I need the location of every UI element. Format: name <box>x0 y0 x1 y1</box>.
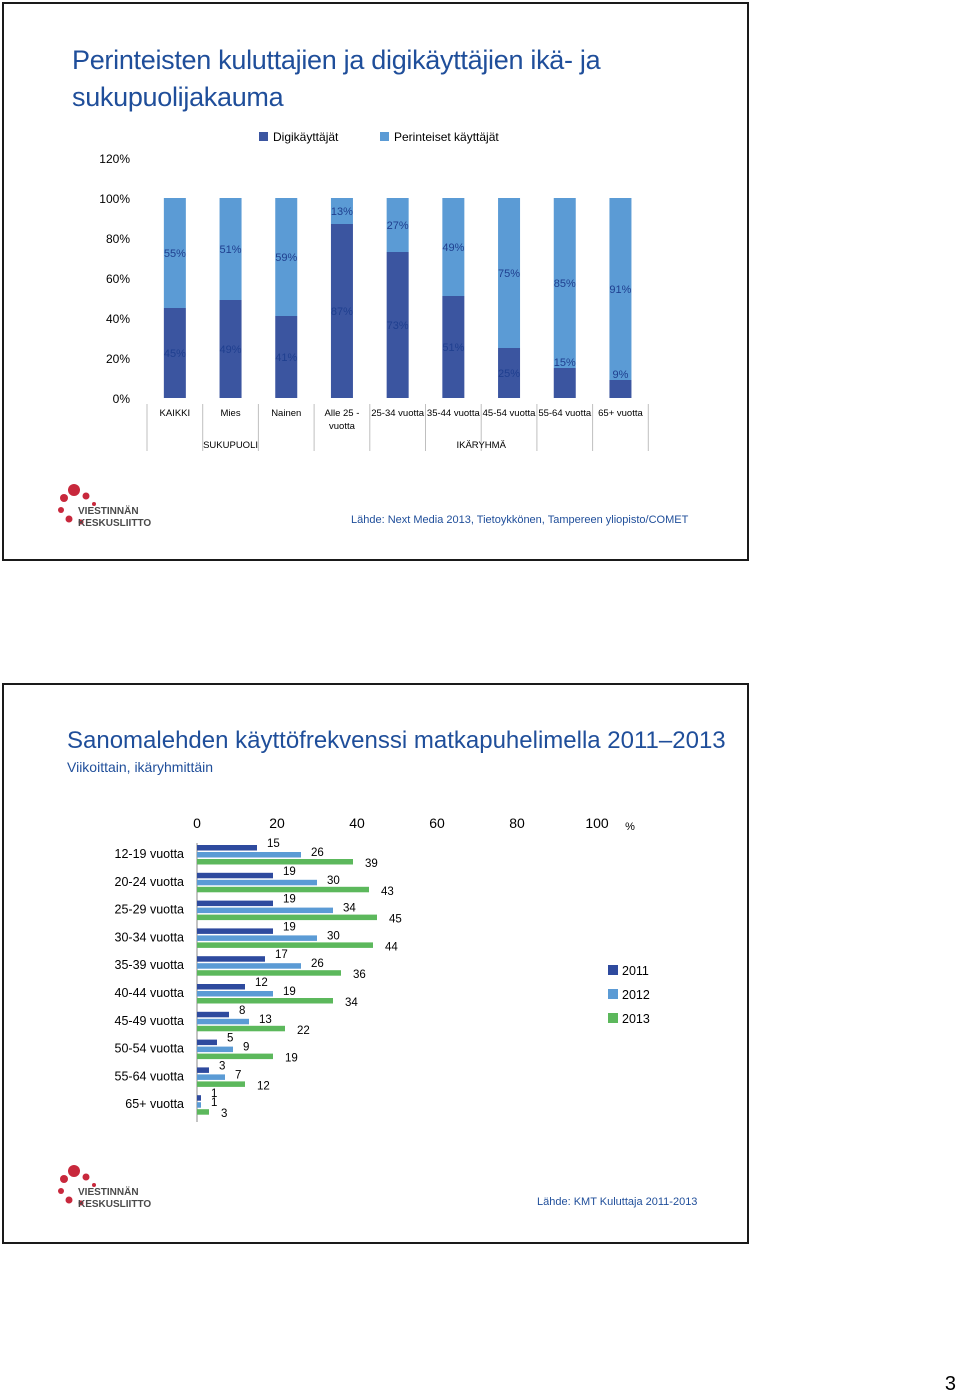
data-label-2012: 30 <box>327 874 340 887</box>
logo-mark-icon <box>56 482 206 532</box>
data-label-digikayttajat: 9% <box>612 369 629 381</box>
bar-2013 <box>197 859 353 865</box>
bar-2012 <box>197 852 301 858</box>
logo-line1: VIESTINNÄN <box>78 506 139 517</box>
bar-2012 <box>197 963 301 969</box>
legend-label: 2012 <box>622 988 650 1002</box>
group-label: IKÄRYHMÄ <box>456 440 506 451</box>
bar-2011 <box>197 873 273 879</box>
data-label-digikayttajat: 51% <box>442 342 465 354</box>
category-label: 25-34 vuotta <box>371 408 425 419</box>
data-label-2011: 19 <box>283 921 296 934</box>
bar-2011 <box>197 1012 229 1018</box>
y-tick-label: 100% <box>99 192 130 206</box>
page-number: 3 <box>944 1373 956 1395</box>
y-tick-label: 80% <box>105 232 130 246</box>
bar-2012 <box>197 880 317 886</box>
bar-2011 <box>197 1095 201 1101</box>
data-label-2012: 7 <box>235 1069 242 1082</box>
group-label: SUKUPUOLI <box>203 440 259 451</box>
source-note: Lähde: Next Media 2013, Tietoykkönen, Tampereen yliopisto/COMET <box>351 514 689 526</box>
bar-digikayttajat <box>609 380 631 398</box>
legend-swatch <box>380 132 389 141</box>
category-label: 55-64 vuotta <box>538 408 592 419</box>
data-label-perinteiset: 55% <box>163 248 186 260</box>
slide-title: Sanomalehden käyttöfrekvenssi matkapuhelimella 2011–2013 <box>67 727 726 754</box>
y-tick-label: 0% <box>112 392 130 406</box>
data-label-2011: 15 <box>267 838 280 850</box>
legend-label: Perinteiset käyttäjät <box>394 130 499 144</box>
data-label-2013: 19 <box>285 1052 298 1065</box>
y-tick-label: 60% <box>105 272 130 286</box>
bar-digikayttajat <box>554 368 576 398</box>
data-label-perinteiset: 27% <box>386 220 409 232</box>
logo-line2: KESKUSLIITTO <box>78 1199 152 1210</box>
data-label-2012: 34 <box>343 902 356 915</box>
category-label: 45-49 vuotta <box>114 1013 184 1028</box>
data-label-2011: 19 <box>283 893 296 906</box>
legend-label: 2011 <box>622 964 649 978</box>
category-label: Alle 25 - <box>324 408 360 419</box>
logo <box>56 482 206 537</box>
category-label: Nainen <box>271 408 302 419</box>
bar-2013 <box>197 1026 285 1032</box>
data-label-digikayttajat: 25% <box>498 368 521 380</box>
stacked-bar-chart <box>4 4 751 563</box>
data-label-2012: 26 <box>311 847 324 859</box>
legend-label: Digikäyttäjät <box>273 130 339 144</box>
legend-swatch <box>608 989 618 999</box>
slide-mobile-newspaper-frequency <box>2 683 749 1244</box>
bar-2011 <box>197 1067 209 1073</box>
category-label: 50-54 vuotta <box>114 1041 184 1056</box>
x-tick-label: 20 <box>269 815 285 831</box>
legend-swatch <box>608 1013 618 1023</box>
x-tick-label: 60 <box>429 815 445 831</box>
y-tick-label: 20% <box>105 352 130 366</box>
source-note: Lähde: KMT Kuluttaja 2011-2013 <box>537 1196 698 1208</box>
bar-2012 <box>197 1102 201 1108</box>
data-label-perinteiset: 51% <box>219 244 242 256</box>
bar-2013 <box>197 1054 273 1060</box>
data-label-perinteiset: 13% <box>330 206 353 218</box>
logo-line2: KESKUSLIITTO <box>78 518 152 529</box>
data-label-2011: 17 <box>275 949 288 962</box>
data-label-2012: 19 <box>283 986 296 998</box>
data-label-2012: 26 <box>311 958 324 971</box>
bar-2013 <box>197 970 341 976</box>
data-label-2013: 43 <box>381 885 394 898</box>
legend-label: 2013 <box>622 1012 650 1026</box>
logo-mark-icon <box>56 1163 206 1213</box>
category-label: vuotta <box>329 421 355 432</box>
data-label-digikayttajat: 41% <box>275 352 298 364</box>
slide-subtitle: Viikoittain, ikäryhmittäin <box>67 759 214 775</box>
data-label-2013: 34 <box>345 997 358 1009</box>
data-label-perinteiset: 91% <box>609 284 632 296</box>
data-label-digikayttajat: 73% <box>386 320 409 332</box>
bar-2011 <box>197 1040 217 1046</box>
data-label-2013: 45 <box>389 913 402 926</box>
data-label-digikayttajat: 45% <box>163 348 186 360</box>
data-label-2012: 30 <box>327 930 340 943</box>
logo-line1: VIESTINNÄN <box>78 1187 139 1198</box>
y-tick-label: 40% <box>105 312 130 326</box>
data-label-2012: 9 <box>243 1041 250 1054</box>
category-label: 35-39 vuotta <box>114 958 184 973</box>
slide-age-gender-distribution <box>2 2 749 561</box>
data-label-2011: 12 <box>255 977 268 989</box>
bar-2012 <box>197 1074 225 1080</box>
data-label-2011: 3 <box>219 1060 226 1073</box>
bar-2012 <box>197 991 273 997</box>
data-label-2013: 44 <box>385 941 398 954</box>
category-label: 45-54 vuotta <box>482 408 536 419</box>
data-label-perinteiset: 85% <box>553 278 576 290</box>
bar-2013 <box>197 1081 245 1087</box>
data-label-2013: 3 <box>221 1108 228 1121</box>
bar-2013 <box>197 942 373 948</box>
bar-2013 <box>197 998 333 1004</box>
bar-2011 <box>197 901 273 907</box>
category-label: 25-29 vuotta <box>114 902 184 917</box>
bar-2011 <box>197 928 273 934</box>
bar-2013 <box>197 1109 209 1115</box>
y-tick-label: 120% <box>99 152 130 166</box>
data-label-2013: 22 <box>297 1024 310 1037</box>
legend-swatch <box>259 132 268 141</box>
data-label-2011: 19 <box>283 865 296 878</box>
data-label-2013: 36 <box>353 969 366 982</box>
category-label: KAIKKI <box>159 408 191 419</box>
data-label-digikayttajat: 87% <box>330 306 353 318</box>
bar-2012 <box>197 935 317 941</box>
data-label-2011: 5 <box>227 1032 234 1045</box>
category-label: Mies <box>220 408 241 419</box>
x-unit-label: % <box>625 821 635 833</box>
category-label: 20-24 vuotta <box>114 874 184 889</box>
bar-2013 <box>197 887 369 893</box>
data-label-2011: 1 <box>211 1088 218 1101</box>
x-tick-label: 80 <box>509 815 525 831</box>
category-label: 65+ vuotta <box>598 408 643 419</box>
bar-2012 <box>197 1047 233 1053</box>
x-tick-label: 40 <box>349 815 365 831</box>
x-tick-label: 0 <box>193 815 201 831</box>
horizontal-bar-chart <box>4 685 751 1246</box>
category-label: 35-44 vuotta <box>426 408 480 419</box>
bar-2013 <box>197 915 377 921</box>
data-label-2012: 1 <box>211 1097 218 1110</box>
x-tick-label: 100 <box>585 815 609 831</box>
bar-2012 <box>197 1019 249 1025</box>
bar-2011 <box>197 984 245 990</box>
data-label-perinteiset: 59% <box>275 252 298 264</box>
data-label-2012: 13 <box>259 1013 272 1026</box>
bar-2011 <box>197 956 265 962</box>
data-label-2013: 12 <box>257 1080 270 1093</box>
slide-title: Perinteisten kuluttajien ja digikäyttäjien ikä- ja sukupuolijakauma <box>72 45 601 112</box>
bar-2012 <box>197 908 333 914</box>
category-label: 12-19 vuotta <box>114 847 184 861</box>
logo <box>56 1163 206 1218</box>
category-label: 30-34 vuotta <box>114 930 184 945</box>
data-label-digikayttajat: 15% <box>553 357 576 369</box>
data-label-2013: 39 <box>365 858 378 870</box>
category-label: 55-64 vuotta <box>114 1069 184 1084</box>
bar-2011 <box>197 845 257 851</box>
data-label-perinteiset: 75% <box>498 268 521 280</box>
legend-swatch <box>608 965 618 975</box>
category-label: 65+ vuotta <box>125 1097 184 1112</box>
category-label: 40-44 vuotta <box>114 986 184 1000</box>
data-label-digikayttajat: 49% <box>219 344 242 356</box>
data-label-2011: 8 <box>239 1004 246 1017</box>
data-label-perinteiset: 49% <box>442 242 465 254</box>
